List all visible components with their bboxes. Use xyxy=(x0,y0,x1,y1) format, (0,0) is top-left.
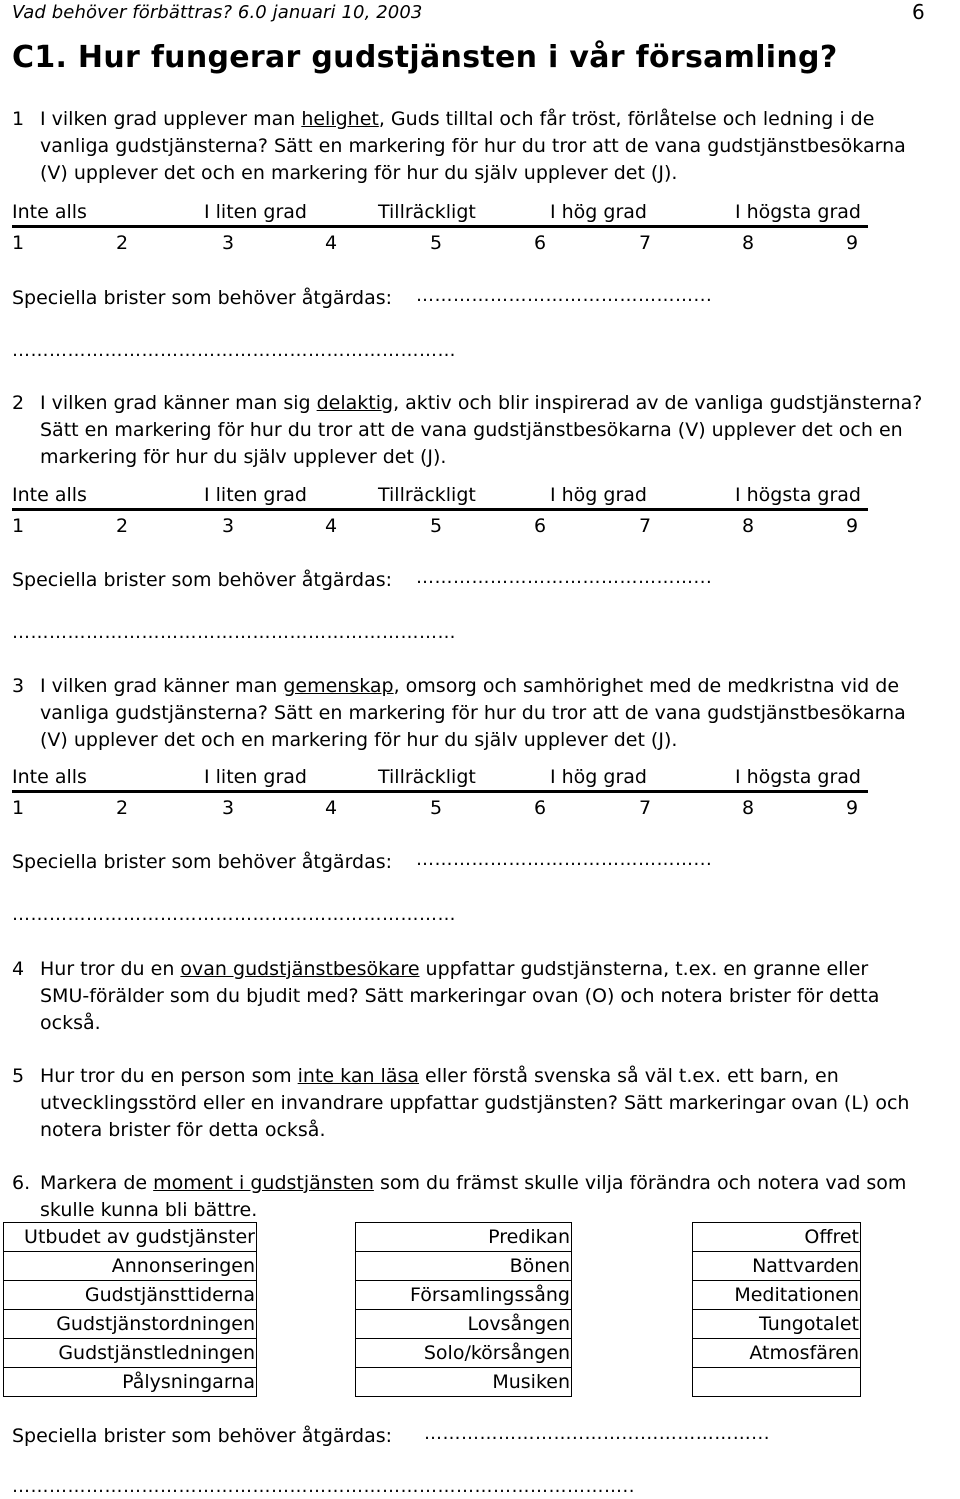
section-title: C1. Hur fungerar gudstjänsten i vår församling? xyxy=(12,40,838,75)
scale-number[interactable]: 5 xyxy=(430,515,443,537)
scale-number[interactable]: 1 xyxy=(12,515,25,537)
question-number: 6. xyxy=(12,1172,31,1194)
question-text-line: I vilken grad känner man gemenskap, omsorg och samhörighet med de medkristna vid de xyxy=(40,675,900,697)
moment-cell[interactable]: Atmosfären xyxy=(693,1339,861,1368)
table-gap xyxy=(257,1223,356,1252)
scale-label: I högsta grad xyxy=(735,201,861,223)
scale-number[interactable]: 2 xyxy=(116,232,129,254)
answer-line[interactable]: ……………………………………………………………… xyxy=(12,340,456,361)
question-text-line: skulle kunna bli bättre. xyxy=(40,1199,258,1221)
answer-line[interactable]: ………………………………………... xyxy=(416,567,713,588)
answer-line[interactable]: ……………………..……......……………... xyxy=(424,1423,770,1444)
moment-cell[interactable]: Bönen xyxy=(356,1252,572,1281)
scale-number[interactable]: 1 xyxy=(12,797,25,819)
moment-cell[interactable]: Utbudet av gudstjänster xyxy=(4,1223,257,1252)
question-text-line: SMU-förälder som du bjudit med? Sätt markeringar ovan (O) och notera brister för detta xyxy=(40,985,880,1007)
scale-number[interactable]: 9 xyxy=(846,515,859,537)
document-header: Vad behöver förbättras? 6.0 januari 10, 2003 xyxy=(12,2,423,23)
scale-number[interactable]: 3 xyxy=(222,515,235,537)
moment-cell[interactable]: Gudstjänsttiderna xyxy=(4,1281,257,1310)
table-gap xyxy=(572,1223,693,1252)
scale-label: I hög grad xyxy=(550,766,647,788)
scale-label: I högsta grad xyxy=(735,766,861,788)
scale-label: I liten grad xyxy=(204,201,307,223)
question-text-line: Hur tror du en ovan gudstjänstbesökare uppfattar gudstjänsterna, t.ex. en granne eller xyxy=(40,958,869,980)
question-text-line: vanliga gudstjänsterna? Sätt en markering för hur du tror att de vana gudstjänstbesökarna xyxy=(40,135,906,157)
scale-number[interactable]: 7 xyxy=(639,515,652,537)
moment-cell[interactable]: Gudstjänstledningen xyxy=(4,1339,257,1368)
table-gap xyxy=(257,1339,356,1368)
scale-number[interactable]: 5 xyxy=(430,797,443,819)
table-gap xyxy=(572,1310,693,1339)
scale-label: I hög grad xyxy=(550,484,647,506)
scale-number[interactable]: 8 xyxy=(742,515,755,537)
brister-label: Speciella brister som behöver åtgärdas: xyxy=(12,851,393,873)
table-gap xyxy=(572,1281,693,1310)
question-number: 5 xyxy=(12,1065,25,1087)
question-text-line: (V) upplever det och en markering för hur du själv upplever det (J). xyxy=(40,162,678,184)
moment-cell[interactable]: Tungotalet xyxy=(693,1310,861,1339)
scale-rule xyxy=(12,790,868,793)
scale-number[interactable]: 1 xyxy=(12,232,25,254)
question-text-line: I vilken grad känner man sig delaktig, aktiv och blir inspirerad av de vanliga gudstjänsterna? xyxy=(40,392,923,414)
table-row xyxy=(4,1339,861,1368)
table-row xyxy=(4,1368,861,1397)
question-number: 1 xyxy=(12,108,25,130)
brister-label: Speciella brister som behöver åtgärdas: xyxy=(12,1425,393,1447)
question-number: 2 xyxy=(12,392,25,414)
question-number: 3 xyxy=(12,675,25,697)
question-text-line: notera brister för detta också. xyxy=(40,1119,326,1141)
table-gap xyxy=(257,1252,356,1281)
brister-label: Speciella brister som behöver åtgärdas: xyxy=(12,569,393,591)
scale-rule xyxy=(12,225,868,228)
question-text-line: I vilken grad upplever man helighet, Guds tilltal och får tröst, förlåtelse och ledning i de xyxy=(40,108,875,130)
scale-label: I liten grad xyxy=(204,484,307,506)
scale-number[interactable]: 7 xyxy=(639,797,652,819)
question-text-line: också. xyxy=(40,1012,101,1034)
question-text-line: (V) upplever det och en markering för hur du själv upplever det (J). xyxy=(40,729,678,751)
table-row xyxy=(4,1281,861,1310)
scale-number[interactable]: 2 xyxy=(116,797,129,819)
moment-cell[interactable]: Meditationen xyxy=(693,1281,861,1310)
scale-label: Tillräckligt xyxy=(378,201,476,223)
question-text-line: Sätt en markering för hur du tror att de vana gudstjänstbesökarna (V) upplever det och en xyxy=(40,419,903,441)
moment-cell[interactable]: Musiken xyxy=(356,1368,572,1397)
moment-cell[interactable]: Pålysningarna xyxy=(4,1368,257,1397)
table-gap xyxy=(572,1339,693,1368)
moments-table xyxy=(3,1222,861,1397)
scale-number[interactable]: 3 xyxy=(222,232,235,254)
brister-label: Speciella brister som behöver åtgärdas: xyxy=(12,287,393,309)
scale-label: I liten grad xyxy=(204,766,307,788)
table-row xyxy=(4,1252,861,1281)
scale-number[interactable]: 6 xyxy=(534,797,547,819)
scale-number[interactable]: 9 xyxy=(846,232,859,254)
moment-cell[interactable] xyxy=(693,1368,861,1397)
question-number: 4 xyxy=(12,958,25,980)
scale-number[interactable]: 6 xyxy=(534,515,547,537)
question-text-line: utvecklingsstörd eller en invandrare uppfattar gudstjänsten? Sätt markeringar ovan (L) och xyxy=(40,1092,910,1114)
scale-label: Tillräckligt xyxy=(378,766,476,788)
scale-number[interactable]: 3 xyxy=(222,797,235,819)
scale-number[interactable]: 8 xyxy=(742,797,755,819)
scale-rule xyxy=(12,508,868,511)
moment-cell[interactable]: Församlingssång xyxy=(356,1281,572,1310)
question-text-line: Markera de moment i gudstjänsten som du främst skulle vilja förändra och notera vad som xyxy=(40,1172,907,1194)
moment-cell[interactable]: Solo/körsången xyxy=(356,1339,572,1368)
answer-line[interactable]: ……………………………………………………………… xyxy=(12,622,456,643)
answer-line[interactable]: ……………………………………………………………… xyxy=(12,904,456,925)
moment-cell[interactable]: Nattvarden xyxy=(693,1252,861,1281)
table-gap xyxy=(572,1252,693,1281)
scale-label: Inte alls xyxy=(12,484,87,506)
scale-number[interactable]: 8 xyxy=(742,232,755,254)
table-gap xyxy=(257,1310,356,1339)
question-text-line: markering för hur du själv upplever det (J). xyxy=(40,446,447,468)
scale-number[interactable]: 4 xyxy=(325,515,338,537)
question-text-line: Hur tror du en person som inte kan läsa eller förstå svenska så väl t.ex. ett barn, en xyxy=(40,1065,839,1087)
table-gap xyxy=(257,1281,356,1310)
scale-number[interactable]: 7 xyxy=(639,232,652,254)
scale-number[interactable]: 4 xyxy=(325,797,338,819)
scale-label: Tillräckligt xyxy=(378,484,476,506)
scale-label: I hög grad xyxy=(550,201,647,223)
scale-number[interactable]: 2 xyxy=(116,515,129,537)
scale-label: Inte alls xyxy=(12,201,87,223)
table-row xyxy=(4,1310,861,1339)
moment-cell[interactable]: Predikan xyxy=(356,1223,572,1252)
question-text-line: vanliga gudstjänsterna? Sätt en markering för hur du tror att de vana gudstjänstbesökarna xyxy=(40,702,906,724)
moment-cell[interactable]: Gudstjänstordningen xyxy=(4,1310,257,1339)
table-row xyxy=(4,1223,861,1252)
answer-line[interactable]: ………………………………………... xyxy=(416,285,713,306)
scale-label: I högsta grad xyxy=(735,484,861,506)
moment-cell[interactable]: Annonseringen xyxy=(4,1252,257,1281)
scale-number[interactable]: 4 xyxy=(325,232,338,254)
answer-line[interactable]: ……………………………………………………………………………………….. xyxy=(12,1476,635,1497)
table-gap xyxy=(572,1368,693,1397)
moment-cell[interactable]: Offret xyxy=(693,1223,861,1252)
scale-label: Inte alls xyxy=(12,766,87,788)
scale-number[interactable]: 9 xyxy=(846,797,859,819)
scale-number[interactable]: 5 xyxy=(430,232,443,254)
answer-line[interactable]: ………………………………………... xyxy=(416,849,713,870)
page-number: 6 xyxy=(912,0,925,24)
table-gap xyxy=(257,1368,356,1397)
scale-number[interactable]: 6 xyxy=(534,232,547,254)
moment-cell[interactable]: Lovsången xyxy=(356,1310,572,1339)
